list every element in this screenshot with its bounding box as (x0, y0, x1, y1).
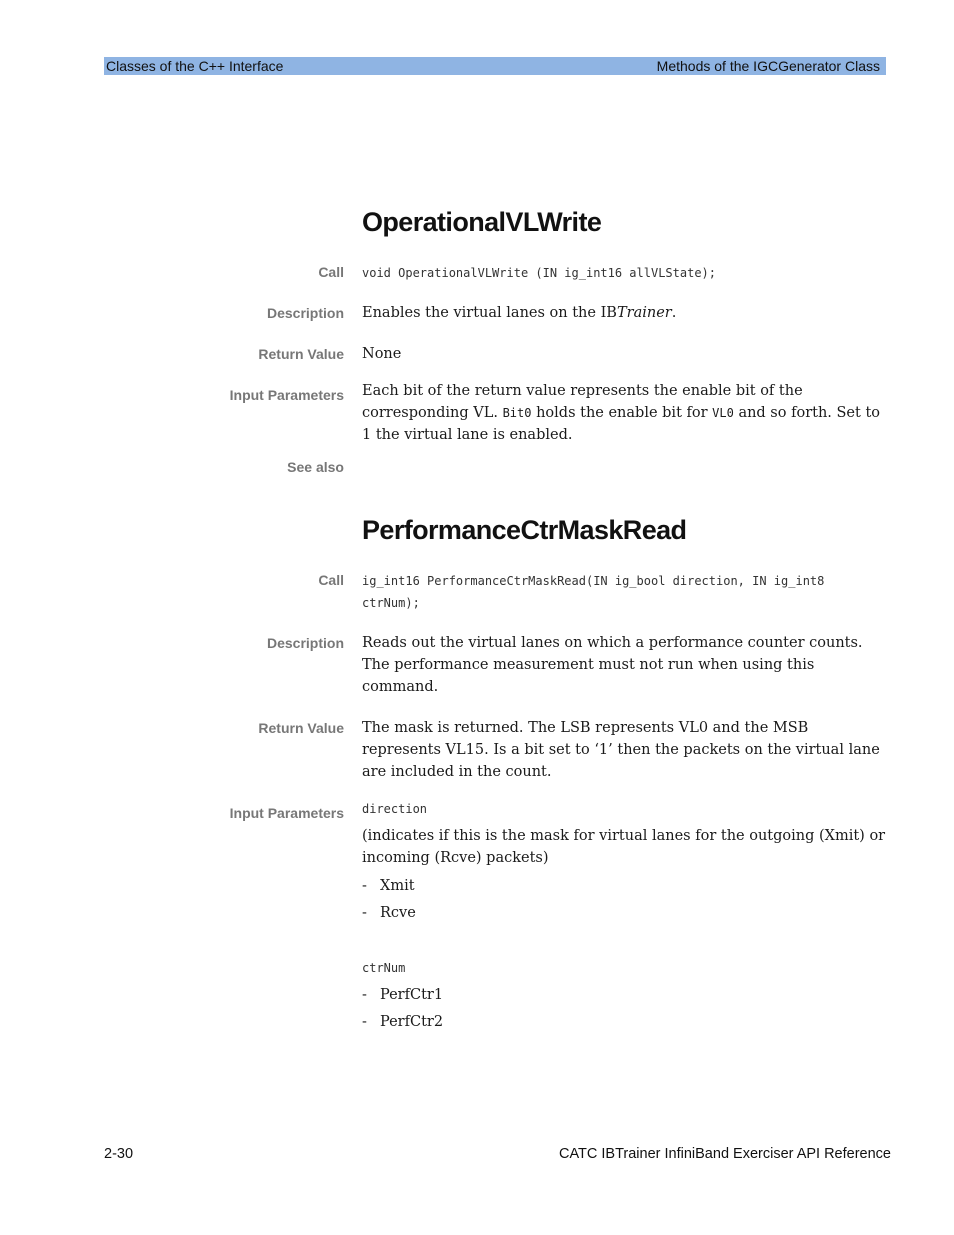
list-item: - PerfCtr2 (362, 1014, 444, 1030)
list-item: - Rcve (362, 905, 416, 921)
description-text: Enables the virtual lanes on the IBTrainer. (362, 305, 677, 321)
return-value-label: Return Value (258, 720, 344, 736)
input-parameters-text: Each bit of the return value represents the enable bit of the corresponding VL. Bit0 holds the enable bit for VL0 and so forth. Set to 1 the virtual lane is enabled. (362, 383, 881, 443)
section-title-performancectrmaskread: PerformanceCtrMaskRead (362, 515, 687, 545)
section-title-operationalvlwrite: OperationalVLWrite (362, 207, 602, 237)
input-parameters-label: Input Parameters (229, 805, 344, 821)
inline-code-vl0: VL0 (712, 406, 734, 420)
description-label: Description (266, 305, 344, 321)
call-signature: void OperationalVLWrite (IN ig_int16 allVLState); (362, 266, 717, 280)
product-name: Trainer (616, 305, 672, 321)
return-value-label: Return Value (258, 346, 344, 362)
return-value-text: The mask is returned. The LSB represents VL0 and the MSB represents VL15. Is a bit set to ‘1’ then the packets on the virtual lane are included in the count. (362, 720, 880, 780)
see-also-label: See also (287, 459, 344, 475)
param-name-ctrnum: ctrNum (362, 961, 406, 975)
list-item: - PerfCtr1 (362, 987, 444, 1003)
param-description-direction: (indicates if this is the mask for virtual lanes for the outgoing (Xmit) or incoming (Rcve) packets) (362, 828, 886, 866)
list-item: - Xmit (362, 878, 415, 894)
param-name-direction: direction (362, 802, 428, 816)
page-number: 2-30 (104, 1146, 134, 1162)
inline-code-bit0: Bit0 (502, 406, 532, 420)
call-signature: ig_int16 PerformanceCtrMaskRead(IN ig_bool direction, IN ig_int8 ctrNum); (362, 574, 825, 610)
running-header (104, 57, 886, 75)
call-label: Call (318, 572, 344, 588)
footer-title: CATC IBTrainer InfiniBand Exerciser API Reference (558, 1146, 891, 1162)
input-parameters-label: Input Parameters (229, 387, 344, 403)
description-label: Description (266, 635, 344, 651)
call-label: Call (318, 264, 344, 280)
header-chapter: Classes of the C++ Interface (106, 58, 284, 74)
return-value-text: None (362, 346, 402, 362)
header-section: Methods of the IGCGenerator Class (656, 58, 880, 74)
description-text: Reads out the virtual lanes on which a performance counter counts. The performance measurement must not run when using this command. (362, 635, 863, 695)
